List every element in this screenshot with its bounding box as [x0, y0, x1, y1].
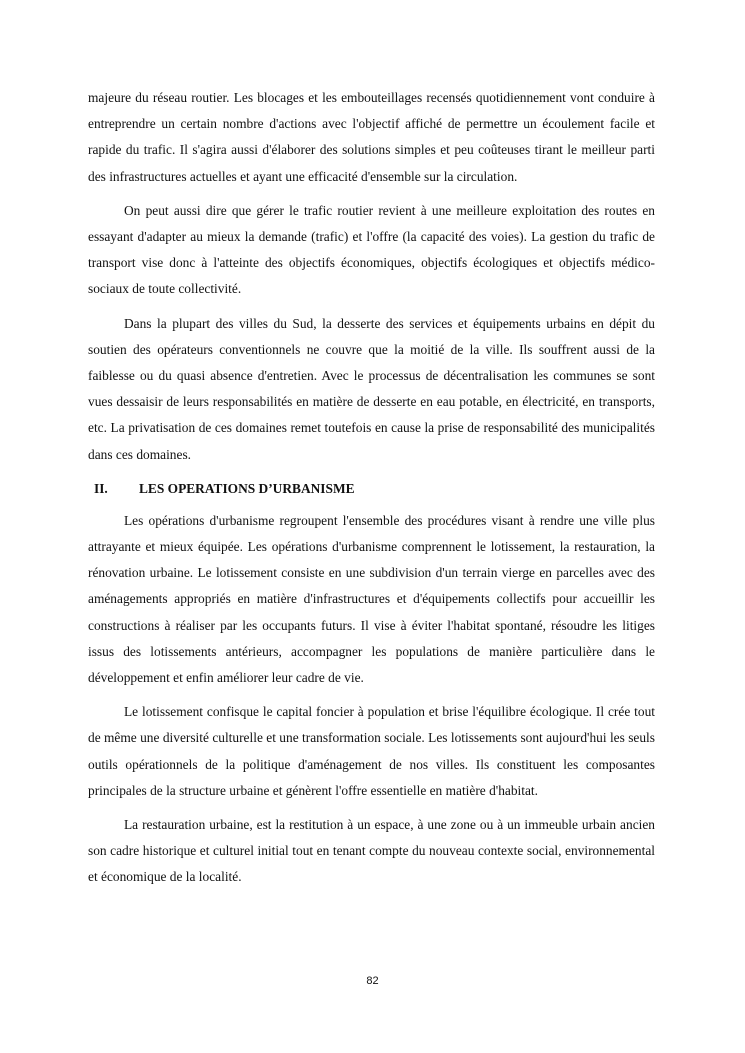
- paragraph-urban-restoration: La restauration urbaine, est la restitution à un espace, à une zone ou à un immeuble urbain ancien son cadre historique et culturel initial tout en tenant compte du nouveau contexte social, environnemental et économique de la localité.: [88, 817, 655, 885]
- section-title: LES OPERATIONS D’URBANISME: [139, 480, 355, 496]
- paragraph-road-traffic-continuation: majeure du réseau routier. Les blocages et les embouteillages recensés quotidiennement vont conduire à entreprendre un certain nombre d'actions avec l'objectif affiché de permettre un écoulement facile et rapide du trafic. Il s'agira aussi d'élaborer des solutions simples et peu coûteuses tirant le meilleur parti des infrastructures actuelles et ayant une efficacité d'ensemble sur la circulation.: [88, 90, 655, 184]
- section-number: II.: [94, 480, 108, 496]
- section-heading: [88, 476, 655, 502]
- paragraph-urban-services: Dans la plupart des villes du Sud, la desserte des services et équipements urbains en dépit du soutien des opérateurs conventionnels ne couvre que la moitié de la ville. Ils souffrent aussi de la faiblesse ou du quasi absence d'entretien. Avec le processus de décentralisation les communes se sont vues dessaisir de leurs responsabilités en matière de desserte en eau potable, en électricité, en transports, etc. La privatisation de ces domaines remet toutefois en cause la prise de responsabilité des municipalités dans ces domaines.: [88, 315, 655, 462]
- paragraph-urban-operations: Les opérations d'urbanisme regroupent l'ensemble des procédures visant à rendre une ville plus attrayante et mieux équipée. Les opérations d'urbanisme comprennent le lotissement, la restauration, la rénovation urbaine. Le lotissement consiste en une subdivision d'un terrain vierge en parcelles avec des aménagements appropriés en matière d'infrastructures et d'équipements collectifs pour accueillir les constructions à réaliser par les occupants futurs. Il vise à éviter l'habitat spontané, résoudre les litiges issus des lotissements antérieurs, accompagner les populations de manière particulière dans le développement et enfin améliorer leur cadre de vie.: [88, 512, 655, 686]
- paragraph-traffic-management: On peut aussi dire que gérer le trafic routier revient à une meilleure exploitation des routes en essayant d'adapter au mieux la demande (trafic) et l'offre (la capacité des voies). La gestion du trafic de transport vise donc à l'atteinte des objectifs économiques, objectifs écologiques et objectifs médico-sociaux de toute collectivité.: [88, 202, 655, 297]
- paragraph-subdivision: Le lotissement confisque le capital foncier à population et brise l'équilibre écologique. Il crée tout de même une diversité culturelle et une transformation sociale. Les lotissements sont aujourd'hui les seuls outils opérationnels de la politique d'aménagement de nos villes. Ils constituent les composantes principales de la structure urbaine et génèrent l'offre essentielle en matière d'habitat.: [88, 704, 655, 798]
- page-content: [88, 85, 655, 899]
- page-number: 82: [366, 975, 379, 987]
